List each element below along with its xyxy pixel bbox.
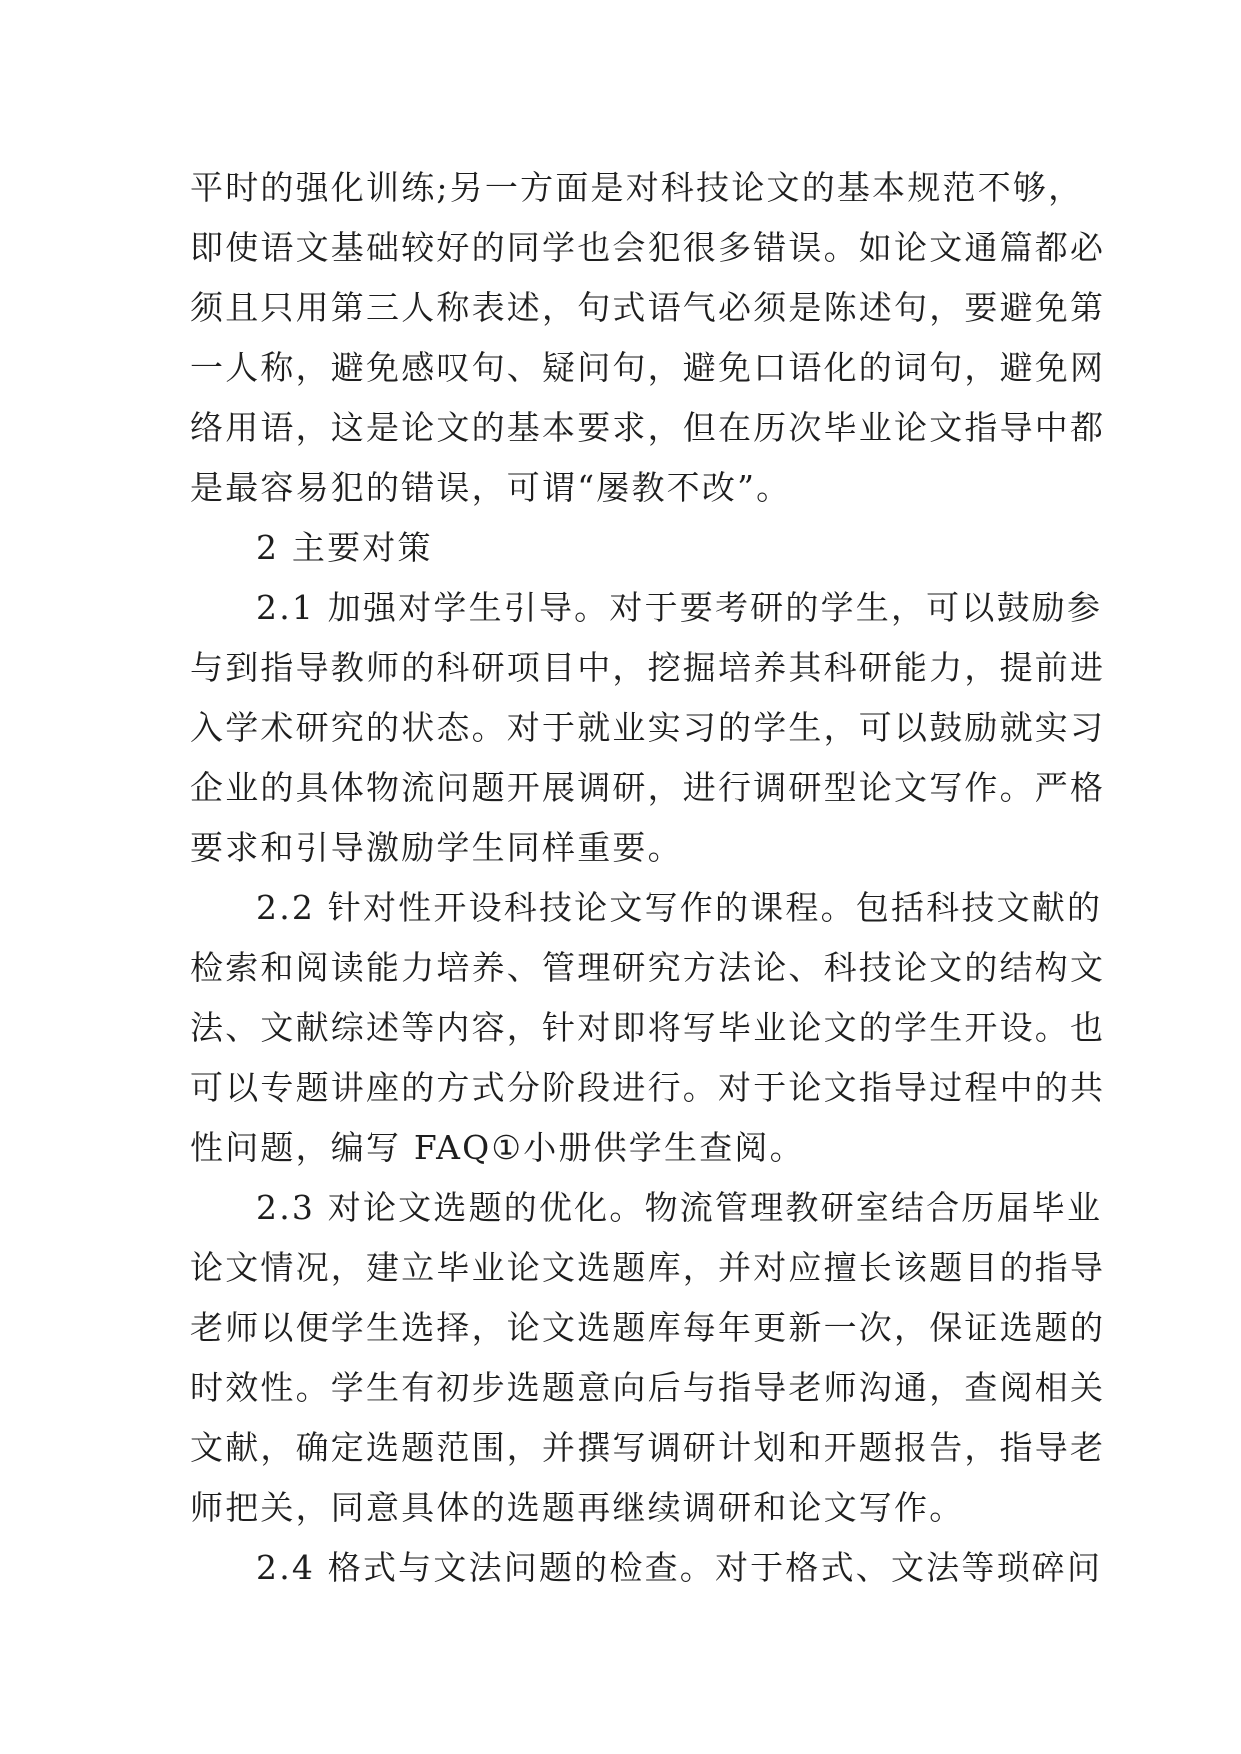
text-line: 时效性。学生有初步选题意向后与指导老师沟通，查阅相关 (190, 1368, 1106, 1407)
text-line: 老师以便学生选择，论文选题库每年更新一次，保证选题的 (190, 1308, 1106, 1347)
text-line: 入学术研究的状态。对于就业实习的学生，可以鼓励就实习 (190, 708, 1106, 747)
text-line: 检索和阅读能力培养、管理研究方法论、科技论文的结构文 (190, 948, 1106, 987)
text-line: 即使语文基础较好的同学也会犯很多错误。如论文通篇都必 (190, 228, 1106, 267)
subsection-line: 2.3 对论文选题的优化。物流管理教研室结合历届毕业 (256, 1188, 1103, 1227)
section-heading: 2 主要对策 (256, 528, 433, 567)
text-line: 络用语，这是论文的基本要求，但在历次毕业论文指导中都 (190, 408, 1106, 447)
text-line: 须且只用第三人称表述，句式语气必须是陈述句，要避免第 (190, 288, 1106, 327)
text-line: 要求和引导激励学生同样重要。 (190, 828, 683, 867)
text-line: 文献，确定选题范围，并撰写调研计划和开题报告，指导老 (190, 1428, 1106, 1467)
subsection-line: 2.1 加强对学生引导。对于要考研的学生，可以鼓励参 (256, 588, 1103, 627)
subsection-line: 2.2 针对性开设科技论文写作的课程。包括科技文献的 (256, 888, 1103, 927)
text-line: 可以专题讲座的方式分阶段进行。对于论文指导过程中的共 (190, 1068, 1106, 1107)
text-line: 是最容易犯的错误，可谓“屡教不改”。 (190, 468, 792, 507)
body-text (190, 158, 1106, 1598)
text-line: 性问题，编写 FAQ①小册供学生查阅。 (190, 1128, 805, 1167)
text-line: 平时的强化训练;另一方面是对科技论文的基本规范不够， (190, 168, 1084, 207)
subsection-line: 2.4 格式与文法问题的检查。对于格式、文法等琐碎问 (256, 1548, 1103, 1587)
text-line: 企业的具体物流问题开展调研，进行调研型论文写作。严格 (190, 768, 1106, 807)
text-line: 论文情况，建立毕业论文选题库，并对应擅长该题目的指导 (190, 1248, 1106, 1287)
text-line: 师把关，同意具体的选题再继续调研和论文写作。 (190, 1488, 965, 1527)
text-line: 一人称，避免感叹句、疑问句，避免口语化的词句，避免网 (190, 348, 1106, 387)
text-line: 与到指导教师的科研项目中，挖掘培养其科研能力，提前进 (190, 648, 1106, 687)
text-line: 法、文献综述等内容，针对即将写毕业论文的学生开设。也 (190, 1008, 1106, 1047)
